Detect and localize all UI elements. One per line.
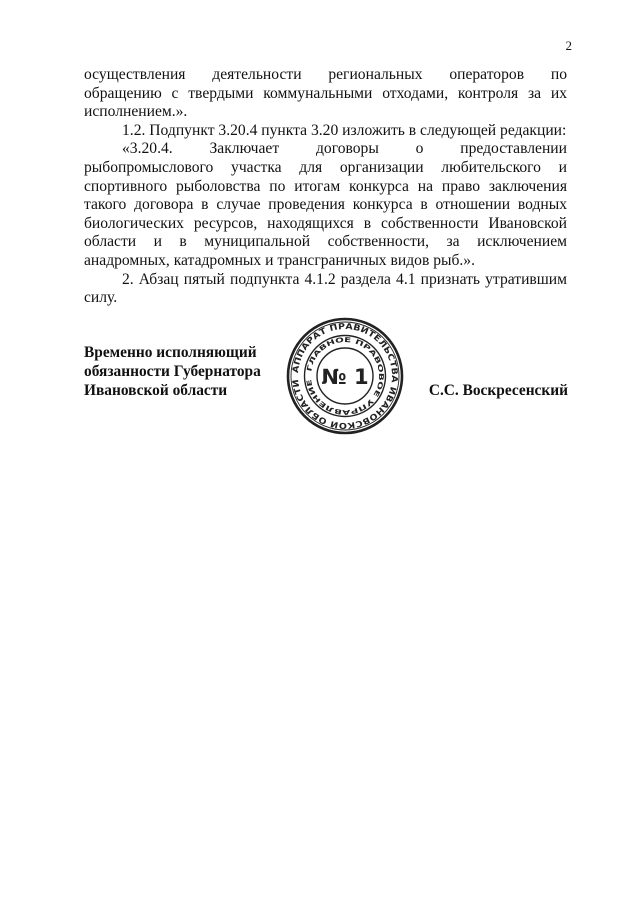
signatory-title-line-1: Временно исполняющий [84,344,257,361]
signatory-title-line-2: обязанности Губернатора [84,362,261,380]
body-line-2: обращению с твердыми коммунальными отходами, контроля за их исполнением.». [84,84,567,121]
paragraph-1-2: 1.2. Подпункт 3.20.4 пункта 3.20 изложить в следующей редакции: [122,121,567,139]
signatory-title-line-3: Ивановской области [84,381,228,399]
seal-number: № 1 [321,365,369,389]
quoted-subparagraph-3-20-4: «3.20.4. Заключает договоры о предоставлении рыбопромыслового участка для организации любительского и спортивного рыболовства по итогам конкурса на право заключения такого договора в случае проведения конкурса в отношении водных биологических ресурсов, находящихся в собственности Ивановской области и в муниципальной собственности, за исключением анадромных, катадромных и трансграничных видов рыб.». [84,140,567,269]
page-number: 2 [565,38,572,53]
official-seal [285,316,405,436]
document-body [84,66,567,308]
body-line-1: осуществления деятельности региональных операторов по [84,66,567,83]
seal-ring-text: АППАРАТ ПРАВИТЕЛЬСТВА ИВАНОВСКОЙ ОБЛАСТИ [290,320,401,432]
paragraph-2: 2. Абзац пятый подпункта 4.1.2 раздела 4.1 признать утратившим силу. [84,270,567,307]
seal-inner-text: ГЛАВНОЕ ПРАВОВОЕ УПРАВЛЕНИЕ [305,335,386,417]
signatory-title [84,344,261,400]
signatory-name: С.С. Воскресенский [428,382,568,399]
